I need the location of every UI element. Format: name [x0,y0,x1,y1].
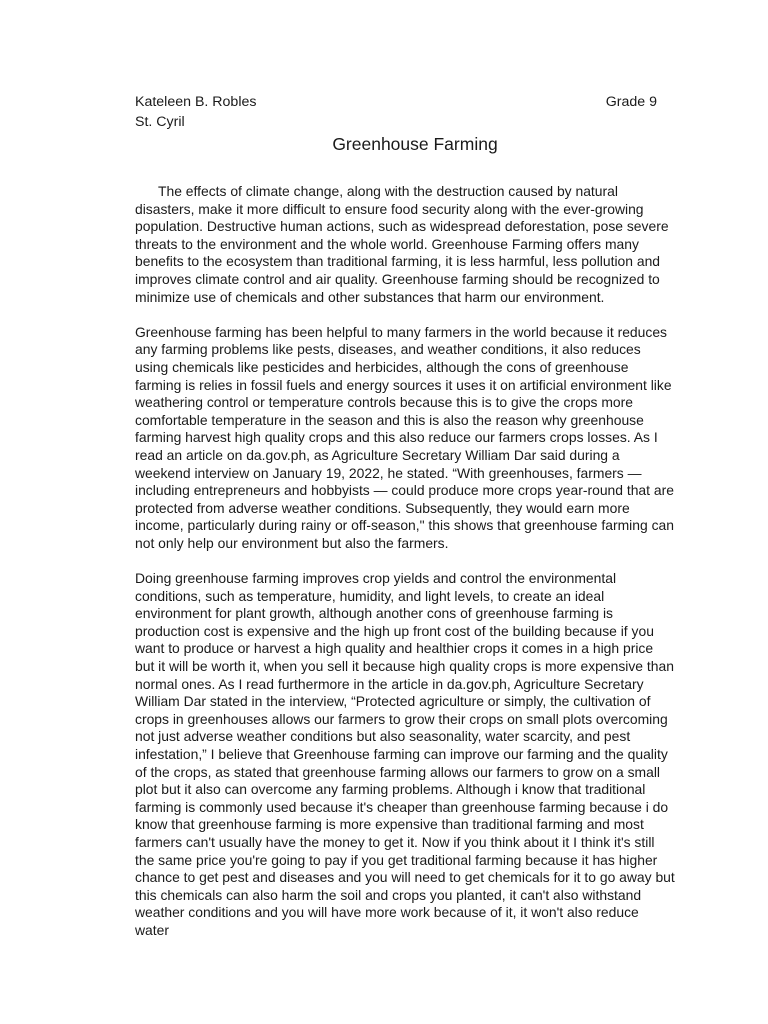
document-header [135,92,657,112]
document-title: Greenhouse Farming [332,134,498,154]
author-name: Kateleen B. Robles [135,94,257,110]
document-body [135,183,676,957]
paragraph-intro: The effects of climate change, along with the destruction caused by natural disasters, make it more difficult to ensure food security along with the ever-growing population. Destructive human actions, such as widespread deforestation, pose severe threats to the environment and the whole world. Greenhouse Farming offers many benefits to the ecosystem than traditional farming, it is less harmful, less pollution and improves climate control and air quality. Greenhouse farming should be recognized to minimize use of chemicals and other substances that harm our environment. [135,183,669,305]
section-name: St. Cyril [135,114,185,130]
grade-level: Grade 9 [605,94,657,110]
paragraph-yields: Doing greenhouse farming improves crop yields and control the environmental conditions, such as temperature, humidity, and light levels, to create an ideal environment for plant growth, although another cons of greenhouse farming is production cost is expensive and the high up front cost of the building because if you want to produce or harvest a high quality and healthier crops it comes in a high price but it will be worth it, when you sell it because high quality crops is more expensive than normal ones. As I read furthermore in the article in da.gov.ph, Agriculture Secretary William Dar stated in the interview, “Protected agriculture or simply, the cultivation of crops in greenhouses allows our farmers to grow their crops on small plots overcoming not just adverse weather conditions but also seasonality, water scarcity, and pest infestation,” I believe that Greenhouse farming can improve our farming and the quality of the crops, as stated that greenhouse farming allows our farmers to grow on a small plot but it also can overcome any farming problems. Although i know that traditional farming is commonly used because it's cheaper than greenhouse farming because i do know that greenhouse farming is more expensive than traditional farming and most farmers can't usually have the money to get it. Now if you think about it I think it's still the same price you're going to pay if you get traditional farming because it has higher chance to get pest and diseases and you will need to get chemicals for it to go away but this chemicals can also harm the soil and crops you planted, it can't also withstand weather conditions and you will have more work because of it, it won't also reduce water [135,570,675,938]
paragraph-benefits: Greenhouse farming has been helpful to many farmers in the world because it reduces any farming problems like pests, diseases, and weather conditions, it also reduces using chemicals like pesticides and herbicides, although the cons of greenhouse farming is relies in fossil fuels and energy sources it uses it on artificial environment like weathering control or temperature controls because this is to give the crops more comfortable temperature in the season and this is also the reason why greenhouse farming harvest high quality crops and this also reduce our farmers crops losses. As I read an article on da.gov.ph, as Agriculture Secretary William Dar said during a weekend interview on January 19, 2022, he stated. “With greenhouses, farmers — including entrepreneurs and hobbyists — could produce more crops year-round that are protected from adverse weather conditions. Subsequently, they would earn more income, particularly during rainy or off-season," this shows that greenhouse farming can not only help our environment but also the farmers. [135,323,674,551]
